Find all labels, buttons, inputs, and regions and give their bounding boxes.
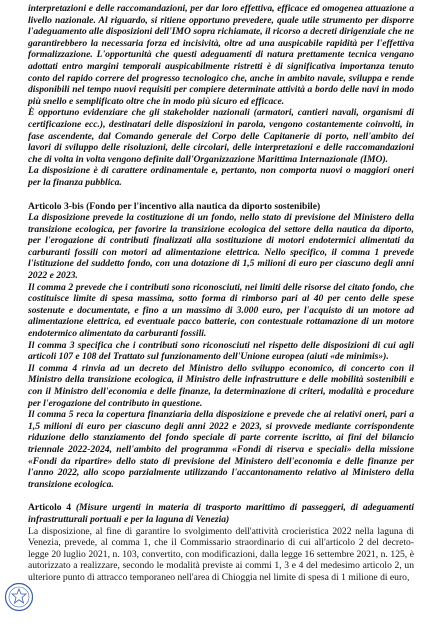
spacer xyxy=(28,490,414,502)
article-4-label: Articolo 4 xyxy=(28,502,72,514)
intro-paragraph-1: interpretazioni e delle raccomandazioni, per dar loro effettiva, efficace ed omogenea attuazione a livello nazionale. Al riguardo, si ritiene opportuno prevedere, quale utile strumento per disporre l'adeguamento alle disposizioni dell'IMO sopra richiamate, il ricorso a decreti dirigenziale che ne garantirebbero la necessaria forza ed incisività, oltre ad una auspicabile rapidità per l'effettiva formalizzazione. L'opportunità che questi adeguamenti di natura prettamente tecnica vengano adottati entro margini temporali auspicabilmente ristretti è di significativa importanza tenuto conto del rapido correre del progresso tecnologico che, anche in ambito navale, sviluppa e rende disponibili nel tempo nuovi requisiti per compiere determinate attività a bordo delle navi in modo più snello e semplificato oltre che in modo più sicuro ed efficace. xyxy=(28,3,414,107)
article-4-heading xyxy=(28,502,414,525)
article-3bis-paragraph-1: La disposizione prevede la costituzione di un fondo, nello stato di previsione del Ministero della transizione ecologica, per favorire la transizione ecologica del settore della nautica da diporto, per l'erogazione di contributi finalizzati alla sostituzione di motori endotermici alimentati da carburanti fossili con motori ad alimentazione elettrica. Nello specifico, il comma 1 prevede l'istituzione del suddetto fondo, con una dotazione di 1,5 milioni di euro per ciascuno degli anni 2022 e 2023. xyxy=(28,212,414,282)
article-3bis-paragraph-5: Il comma 5 reca la copertura finanziaria della disposizione e prevede che ai relativi oneri, pari a 1,5 milioni di euro per ciascuno degli anni 2022 e 2023, si provvede mediante corrispondente riduzione dello stanziamento del fondo speciale di parte corrente iscritto, ai fini del bilancio triennale 2022-2024, nell'ambito del programma «Fondi di riserva e speciali» della missione «Fondi da ripartire» dello stato di previsione del Ministero dell'economia e delle finanze per l'anno 2022, allo scopo parzialmente utilizzando l'accantonamento relativo al Ministero della transizione ecologica. xyxy=(28,409,414,490)
article-4-paragraph: La disposizione, al fine di garantire lo svolgimento dell'attività crocieristica 2022 nella laguna di Venezia, prevede, al comma 1, che il Commissario straordinario di cui all'articolo 2 del decreto-legge 20 luglio 2021, n. 103, convertito, con modificazioni, dalla legge 16 settembre 2021, n. 125, è autorizzato a realizzare, secondo le modalità previste ai commi 1, 3 e 4 del medesimo articolo 2, un ulteriore punto di attracco temporaneo nell'area di Chioggia nel limite di spesa di 1 milione di euro, xyxy=(28,525,414,583)
article-3bis-paragraph-2: Il comma 2 prevede che i contributi sono riconosciuti, nei limiti delle risorse del citato fondo, che costituisce limite di spesa massima, sotto forma di rimborso pari al 40 per cento delle spese sostenute e documentate, e fino a un massimo di 3.000 euro, per l'acquisto di un motore ad alimentazione elettrica, ed eventuale pacco batterie, con contestuale rottamazione di un motore endotermico alimentato da carburanti fossili. xyxy=(28,281,414,340)
spacer xyxy=(28,189,414,201)
article-3bis-heading: Articolo 3-bis (Fondo per l'incentivo alla nautica da diporto sostenibile) xyxy=(28,200,321,212)
article-3bis-paragraph-4: Il comma 4 rinvia ad un decreto del Ministro dello sviluppo economico, di concerto con il Ministro della transizione ecologica, il Ministro delle infrastrutture e delle mobilità sostenibili e con il Ministro dell'economia e delle finanze, la determinazione di criteri, modalità e procedure per l'erogazione del contributo in questione. xyxy=(28,362,414,409)
article-3bis-paragraph-3: Il comma 3 specifica che i contributi sono riconosciuti nel rispetto delle disposizioni di cui agli articoli 107 e 108 del Trattato sul funzionamento dell'Unione europea (aiuti «de minimis»). xyxy=(28,339,414,363)
article-4-description: (Misure urgenti in materia di trasporto marittimo di passeggeri, di adeguamenti infrastrutturali portuali e per la laguna di Venezia) xyxy=(28,502,415,525)
seal-icon xyxy=(4,582,34,612)
document-body xyxy=(28,3,414,584)
intro-paragraph-3: La disposizione è di carattere ordinamentale e, pertanto, non comporta nuovi o maggiori oneri per la finanza pubblica. xyxy=(28,165,414,188)
intro-paragraph-2: È opportuno evidenziare che gli stakeholder nazionali (armatori, cantieri navali, organismi di certificazione ecc.), destinatari delle disposizioni in parola, vengono costantemente coinvolti, in fase ascendente, dal Comando generale del Corpo delle Capitanerie di porto, nell'ambito dei lavori di sviluppo delle risoluzioni, delle circolari, delle interpretazioni e delle raccomandazioni che di volta in volta vengono definite dall'Organizzazione Marittima Internazionale (IMO). xyxy=(28,107,414,165)
